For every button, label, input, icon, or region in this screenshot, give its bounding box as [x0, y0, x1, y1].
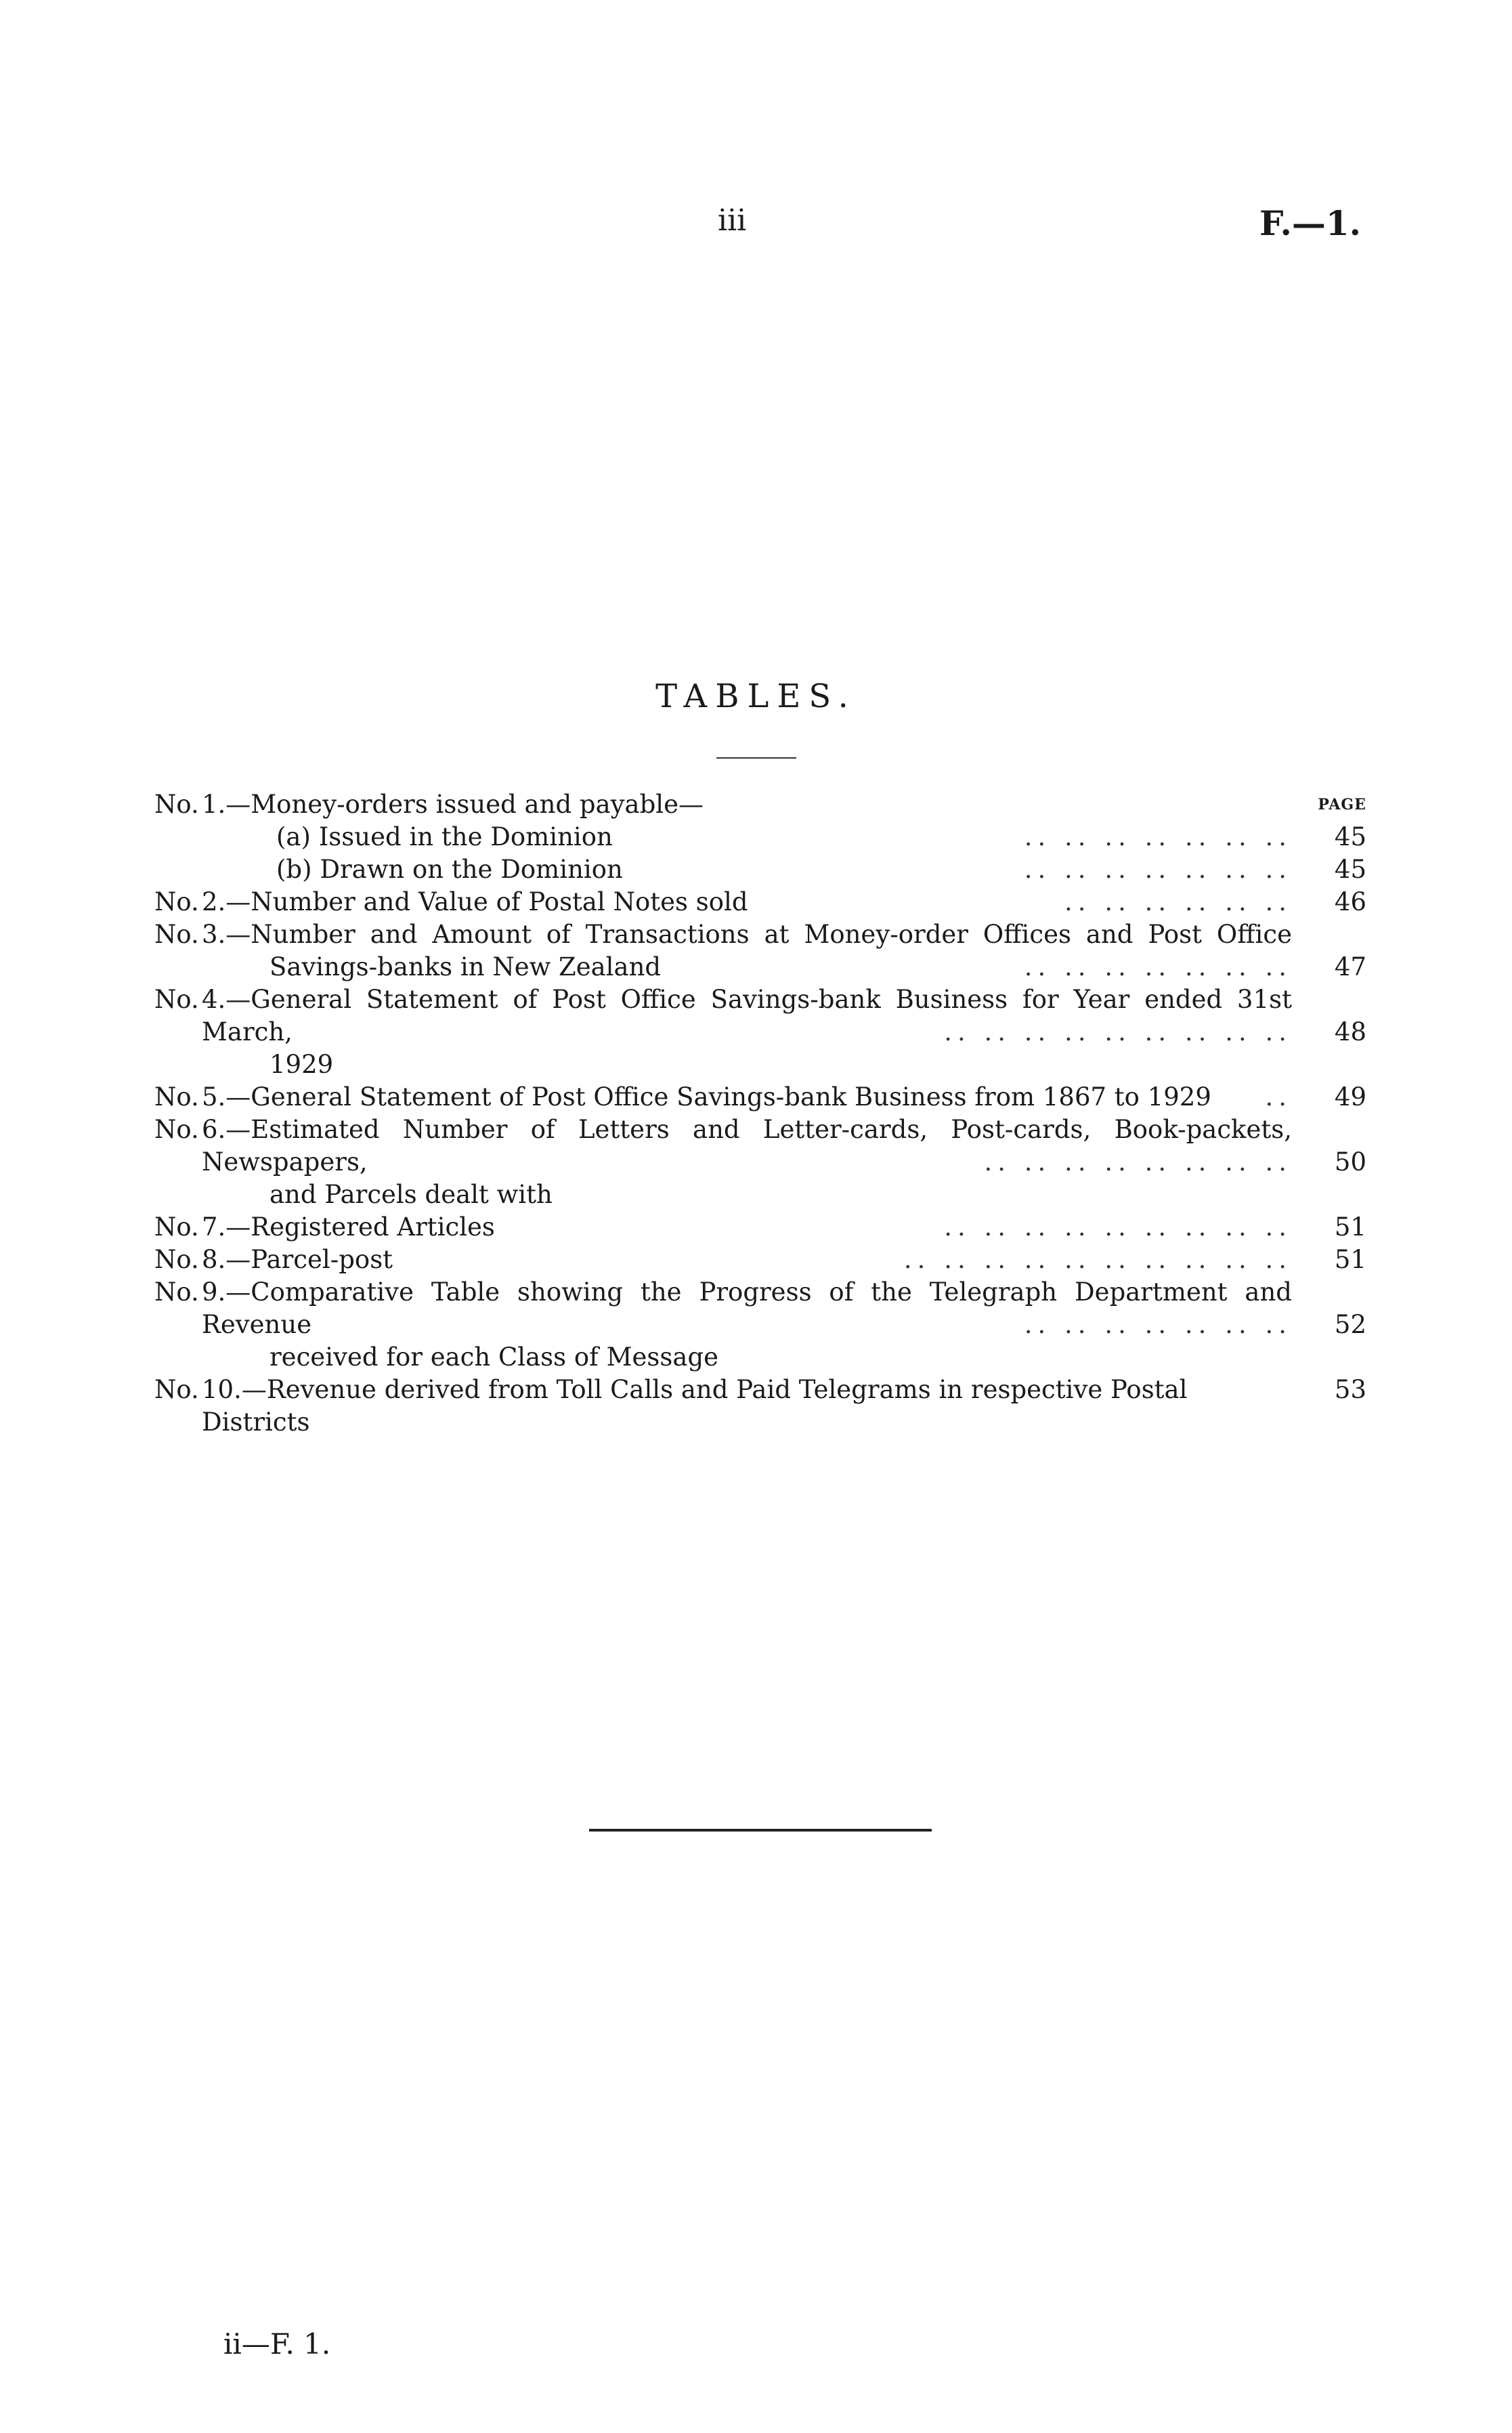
entry-title: 1.—Money-orders issued and payable—: [202, 790, 704, 819]
entry-no-label: No.: [154, 1212, 199, 1242]
toc-entry-7: [154, 1211, 1366, 1244]
entry-no-label: No.: [154, 1082, 199, 1112]
entry-no-label: No.: [154, 985, 199, 1014]
entry-title: 5.—General Statement of Post Office Savings-bank Business from 1867 to 1929: [202, 1082, 1211, 1112]
toc-entry-1a: [154, 821, 1366, 853]
toc-entry-1: [154, 788, 1366, 821]
entry-no-label: No.: [154, 790, 199, 819]
dot-leader: .. .. .. .. .. .. ..: [1024, 855, 1292, 884]
entry-title: 8.—Parcel-post: [202, 1245, 393, 1274]
entry-page: 47: [1334, 952, 1366, 981]
entry-title: 3.—Number and Amount of Transactions at Money-order Offices and Post Office: [202, 920, 1292, 949]
entry-title: 7.—Registered Articles: [202, 1212, 495, 1242]
entry-title-continued: received for each Class of Message: [269, 1342, 719, 1372]
toc-entry-1b: [154, 853, 1366, 886]
entry-page: 51: [1334, 1212, 1366, 1242]
entry-title-continued: Savings-banks in New Zealand: [269, 952, 662, 981]
entry-title: 9.—Comparative Table showing the Progress of the Telegraph Department and Revenue: [202, 1277, 1292, 1339]
entry-subtitle: (a) Issued in the Dominion: [276, 822, 613, 851]
entry-page: 45: [1334, 822, 1366, 851]
dot-leader: .. .. .. .. .. .. ..: [1024, 822, 1292, 851]
table-of-contents: [154, 788, 1366, 1439]
entry-page: 45: [1334, 855, 1366, 884]
entry-page: 52: [1334, 1310, 1366, 1339]
title-divider: [716, 757, 796, 759]
entry-no-label: No.: [154, 1277, 199, 1307]
entry-title: 10.—Revenue derived from Toll Calls and Paid Telegrams in respective Postal Districts: [202, 1375, 1188, 1437]
entry-page: 49: [1334, 1082, 1366, 1112]
toc-entry-10: [154, 1374, 1366, 1439]
entry-no-label: No.: [154, 1115, 199, 1144]
entry-page: 50: [1334, 1147, 1366, 1177]
dot-leader: .. .. .. .. .. .. ..: [1024, 952, 1292, 981]
page-title: TABLES.: [655, 677, 857, 715]
entry-no-label: No.: [154, 887, 199, 916]
entry-no-label: No.: [154, 920, 199, 949]
entry-title-continued: and Parcels dealt with: [269, 1180, 553, 1209]
dot-leader: .. .. .. .. .. .. .. .. ..: [944, 1017, 1292, 1046]
document-reference: F.—1.: [1259, 203, 1362, 243]
footer-reference: ii—F. 1.: [223, 2327, 331, 2361]
entry-subtitle: (b) Drawn on the Dominion: [276, 855, 623, 884]
page-column-header: PAGE: [1318, 796, 1366, 813]
entry-page: 51: [1334, 1245, 1366, 1274]
dot-leader: .. .. .. .. .. .. .. .. .. ..: [903, 1245, 1292, 1274]
entry-title: 4.—General Statement of Post Office Savings-bank Business for Year ended 31st March,: [202, 985, 1292, 1046]
dot-leader: .. .. .. .. .. .. .. ..: [984, 1147, 1292, 1177]
entry-page: 48: [1334, 1017, 1366, 1046]
dot-leader: .. .. .. .. .. .. .. .. ..: [944, 1212, 1292, 1242]
toc-entry-9: [154, 1276, 1366, 1374]
entry-page: 53: [1334, 1375, 1366, 1404]
toc-entry-6: [154, 1114, 1366, 1211]
dot-leader: .. .. .. .. .. .. ..: [1024, 1310, 1292, 1339]
toc-entry-3: [154, 918, 1366, 983]
toc-entry-8: [154, 1244, 1366, 1276]
page-number: iii: [718, 203, 747, 238]
entry-title: 6.—Estimated Number of Letters and Letter-cards, Post-cards, Book-packets, Newspapers,: [202, 1115, 1292, 1177]
toc-entry-5: [154, 1081, 1366, 1114]
bottom-divider: [589, 1829, 932, 1832]
entry-page: 46: [1334, 887, 1366, 916]
toc-entry-4: [154, 983, 1366, 1081]
toc-entry-2: [154, 886, 1366, 918]
entry-no-label: No.: [154, 1245, 199, 1274]
entry-title-continued: 1929: [269, 1050, 334, 1079]
dot-leader: ..: [1265, 1082, 1292, 1112]
entry-title: 2.—Number and Value of Postal Notes sold: [202, 887, 748, 916]
entry-no-label: No.: [154, 1375, 199, 1404]
dot-leader: .. .. .. .. .. ..: [1064, 887, 1292, 916]
